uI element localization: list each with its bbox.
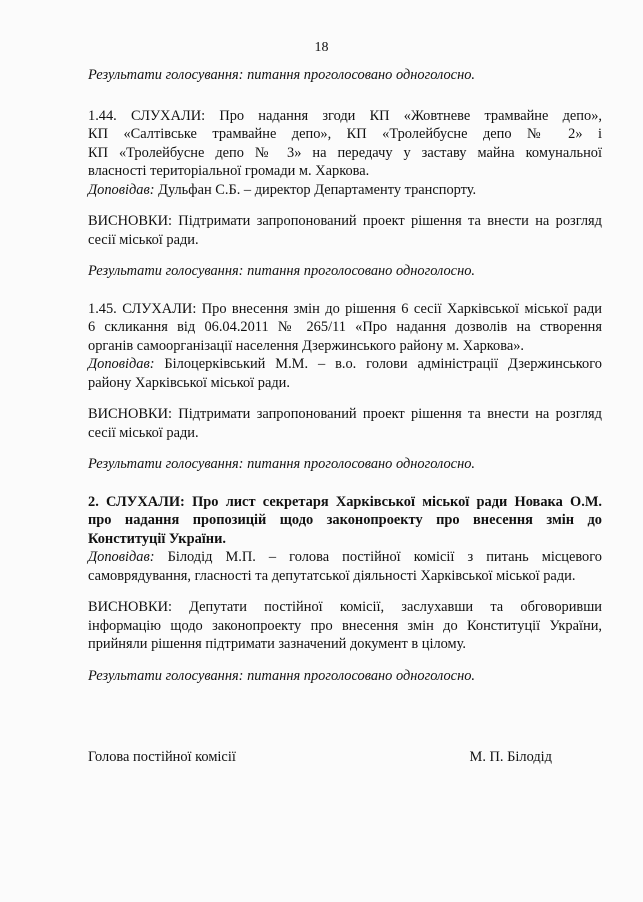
signature-name: М. П. Білодід <box>469 749 552 765</box>
reporter-line <box>88 355 602 374</box>
reporter-label: Доповідав: <box>88 356 155 372</box>
vote-result-label: Результати голосування: <box>88 263 244 279</box>
vote-result-label: Результати голосування: <box>88 67 244 83</box>
vote-result <box>88 455 602 474</box>
vote-result <box>88 262 602 281</box>
heard-line: 2. СЛУХАЛИ: Про лист секретаря Харківської міської ради Новака О.М. <box>88 493 602 510</box>
vote-result-text: питання проголосовано одноголосно. <box>247 456 476 472</box>
conclusion-line: сесії міської ради. <box>88 231 199 248</box>
vote-result <box>88 667 602 686</box>
reporter-text: Дульфан С.Б. – директор Департаменту транспорту. <box>158 181 477 198</box>
heard-line: Конституції України. <box>88 530 226 547</box>
signature-position: Голова постійної комісії <box>88 749 236 765</box>
heard-line: КП «Салтівське трамвайне депо», КП «Тролейбусне депо № 2» і <box>88 126 602 142</box>
heard-line: про надання пропозицій щодо законопроекту про внесення змін до <box>88 512 602 528</box>
reporter-line: самоврядування, гласності та депутатської діяльності Харківської міської ради. <box>88 567 576 584</box>
minutes-body <box>88 66 602 685</box>
heard-line: 1.44. СЛУХАЛИ: Про надання згоди КП «Жовтневе трамвайне депо», <box>88 107 602 124</box>
heard-line: 1.45. СЛУХАЛИ: Про внесення змін до рішення 6 сесії Харківської міської ради <box>88 300 602 317</box>
heard-line: 6 скликання від 06.04.2011 № 265/11 «Про надання дозволів на створення <box>88 319 602 335</box>
vote-result-text: питання проголосовано одноголосно. <box>247 263 476 279</box>
vote-result-label: Результати голосування: <box>88 667 244 684</box>
signature-block <box>88 749 552 766</box>
reporter-label: Доповідав: <box>88 549 155 565</box>
conclusion-line: інформацію щодо законопроекту про внесення змін до Конституції України, <box>88 617 602 634</box>
conclusion-1-44 <box>88 212 602 249</box>
conclusion-line: ВИСНОВКИ: Підтримати запропонований проект рішення та внести на розгляд <box>88 406 602 422</box>
vote-result-label: Результати голосування: <box>88 456 244 472</box>
conclusion-1-45 <box>88 405 602 442</box>
agenda-item-2 <box>88 493 602 586</box>
page-number: 18 <box>314 40 329 55</box>
agenda-item-1-44 <box>88 107 602 200</box>
conclusion-2 <box>88 598 602 654</box>
conclusion-line: ВИСНОВКИ: Депутати постійної комісії, заслухавши та обговоривши <box>88 599 602 615</box>
reporter-text: Білодід М.П. – голова постійної комісії з питань місцевого <box>167 549 602 565</box>
heard-line: КП «Тролейбусне депо № 3» на передачу у заставу майна комунальної <box>88 144 602 161</box>
reporter-label: Доповідав: <box>88 181 155 198</box>
conclusion-line: прийняли рішення підтримати зазначений документ в цілому. <box>88 636 467 652</box>
reporter-line: району Харківської міської ради. <box>88 374 290 391</box>
conclusion-line: ВИСНОВКИ: Підтримати запропонований проект рішення та внести на розгляд <box>88 213 602 229</box>
heard-line: органів самоорганізації населення Дзержинського району м. Харкова». <box>88 337 525 354</box>
vote-result-text: питання проголосовано одноголосно. <box>247 667 476 684</box>
conclusion-line: сесії міської ради. <box>88 424 199 441</box>
vote-result <box>88 66 602 85</box>
heard-line: власності територіальної громади м. Харкова. <box>88 163 370 179</box>
reporter-line <box>88 181 602 200</box>
reporter-text: Білоцерківський М.М. – в.о. голови адміністрації Дзержинського <box>164 356 602 372</box>
vote-result-text: питання проголосовано одноголосно. <box>247 67 476 83</box>
agenda-item-1-45 <box>88 300 602 393</box>
reporter-line <box>88 548 602 567</box>
